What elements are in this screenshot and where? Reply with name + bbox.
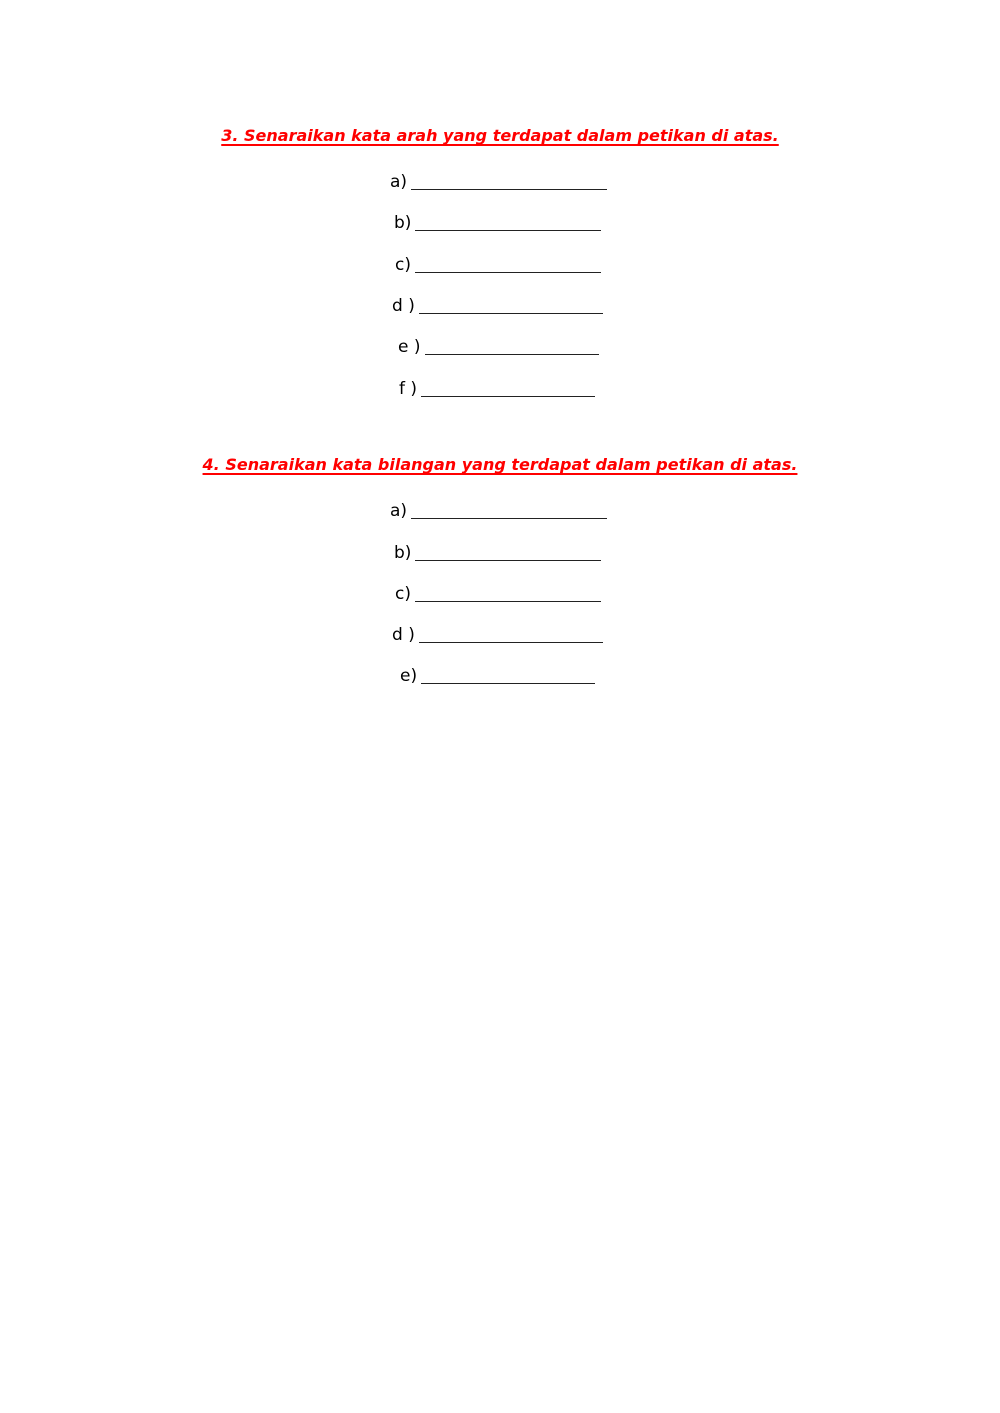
question-3-heading: 3. Senaraikan kata arah yang terdapat dalam petikan di atas.	[221, 126, 779, 145]
q3-answer-e	[398, 333, 599, 357]
q3-answer-a	[390, 168, 607, 192]
answer-label: a)	[390, 172, 408, 192]
q4-answer-e	[400, 662, 595, 686]
answer-blank[interactable]	[411, 518, 607, 519]
q4-answer-a	[390, 497, 607, 521]
answer-blank[interactable]	[419, 642, 603, 643]
answer-label: c)	[395, 584, 411, 604]
answer-label: c)	[395, 255, 411, 275]
answer-blank[interactable]	[425, 354, 599, 355]
question-4-heading: 4. Senaraikan kata bilangan yang terdapat dalam petikan di atas.	[202, 455, 798, 474]
answer-label: b)	[394, 213, 412, 233]
q3-answer-b	[394, 209, 601, 233]
answer-label: a)	[390, 501, 408, 521]
answer-blank[interactable]	[415, 230, 601, 231]
answer-label: d )	[392, 625, 415, 645]
q4-answer-c	[395, 580, 601, 604]
answer-label: e)	[400, 666, 418, 686]
answer-blank[interactable]	[419, 313, 603, 314]
q3-answer-f	[399, 375, 595, 399]
answer-blank[interactable]	[411, 189, 607, 190]
answer-label: d )	[392, 296, 415, 316]
answer-label: b)	[394, 543, 412, 563]
answer-blank[interactable]	[415, 601, 601, 602]
answer-blank[interactable]	[415, 560, 601, 561]
q4-answer-d	[392, 621, 603, 645]
answer-label: e )	[398, 337, 421, 357]
answer-blank[interactable]	[415, 272, 601, 273]
answer-blank[interactable]	[421, 683, 595, 684]
q4-answer-b	[394, 539, 601, 563]
q3-answer-c	[395, 251, 601, 275]
answer-blank[interactable]	[421, 396, 595, 397]
q3-answer-d	[392, 292, 603, 316]
answer-label: f )	[399, 379, 418, 399]
